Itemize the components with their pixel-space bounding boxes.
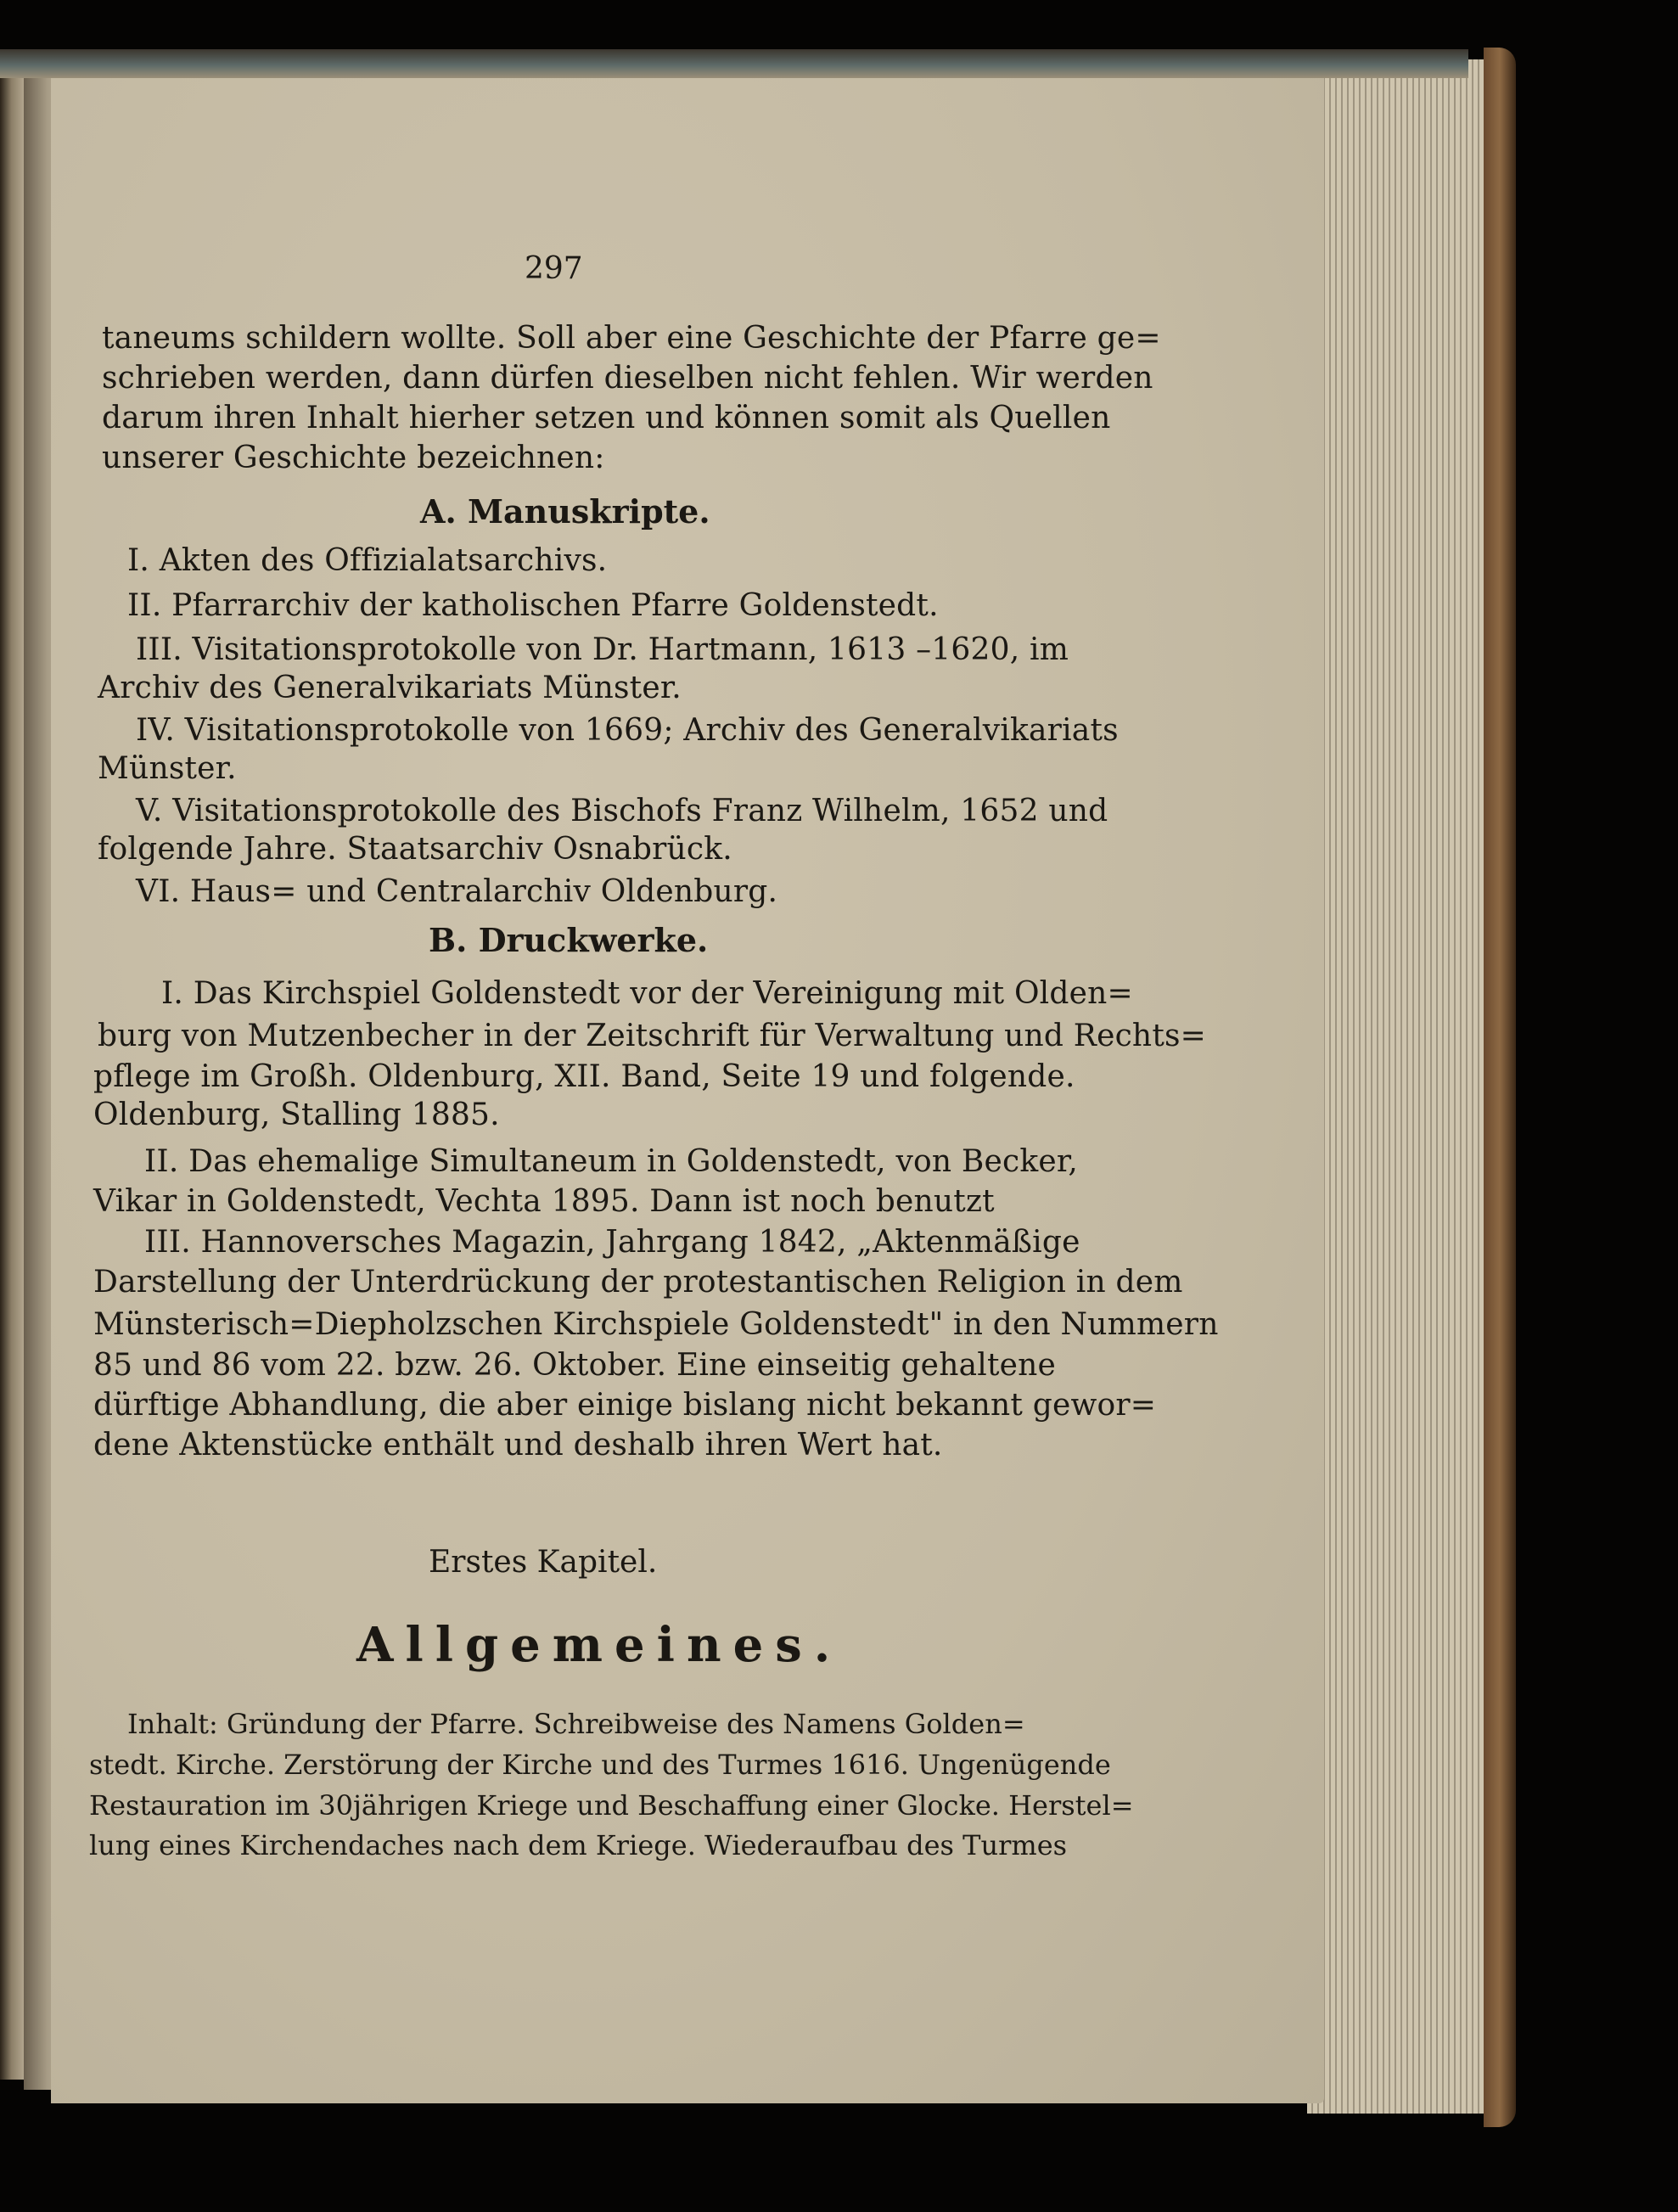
list-item: II. Das ehemalige Simultaneum in Goldenstedt, von Becker, xyxy=(144,1144,1079,1179)
list-item: dene Aktenstücke enthält und deshalb ihren Wert hat. xyxy=(93,1428,943,1463)
binding-strip xyxy=(0,49,1468,78)
chapter-label: Erstes Kapitel. xyxy=(429,1545,658,1580)
list-item: folgende Jahre. Staatsarchiv Osnabrück. xyxy=(98,832,732,867)
list-item: II. Pfarrarchiv der katholischen Pfarre Goldenstedt. xyxy=(127,588,939,623)
list-item: III. Hannoversches Magazin, Jahrgang 1842, „Aktenmäßige xyxy=(144,1225,1080,1260)
list-item: dürftige Abhandlung, die aber einige bislang nicht bekannt gewor= xyxy=(93,1388,1157,1423)
summary-line: Restauration im 30jährigen Kriege und Beschaffung einer Glocke. Herstel= xyxy=(89,1789,1134,1822)
section-b-heading: B. Druckwerke. xyxy=(429,921,709,959)
list-item: Münster. xyxy=(98,751,237,786)
list-item: pflege im Großh. Oldenburg, XII. Band, Seite 19 und folgende. xyxy=(93,1059,1075,1094)
previous-page-edge xyxy=(0,59,25,2080)
intro-line: darum ihren Inhalt hierher setzen und können somit als Quellen xyxy=(102,401,1111,435)
chapter-title: Allgemeines. xyxy=(356,1617,843,1673)
list-item: I. Das Kirchspiel Goldenstedt vor der Vereinigung mit Olden= xyxy=(161,976,1133,1011)
intro-line: unserer Geschichte bezeichnen: xyxy=(102,441,605,475)
page-number: 297 xyxy=(525,251,583,286)
summary-line: stedt. Kirche. Zerstörung der Kirche und des Turmes 1616. Ungenügende xyxy=(89,1749,1111,1781)
summary-line: Inhalt: Gründung der Pfarre. Schreibweise des Namens Golden= xyxy=(127,1708,1025,1740)
list-item: V. Visitationsprotokolle des Bischofs Franz Wilhelm, 1652 und xyxy=(136,794,1108,828)
list-item: Oldenburg, Stalling 1885. xyxy=(93,1098,500,1132)
list-item: Darstellung der Unterdrückung der protestantischen Religion in dem xyxy=(93,1265,1183,1300)
list-item: 85 und 86 vom 22. bzw. 26. Oktober. Eine einseitig gehaltene xyxy=(93,1348,1057,1383)
intro-line: taneums schildern wollte. Soll aber eine Geschichte der Pfarre ge= xyxy=(102,321,1161,356)
section-a-heading: A. Manuskripte. xyxy=(420,492,710,531)
intro-line: schrieben werden, dann dürfen dieselben nicht fehlen. Wir werden xyxy=(102,361,1153,396)
list-item: Münsterisch=Diepholzschen Kirchspiele Goldenstedt" in den Nummern xyxy=(93,1307,1219,1342)
list-item: Archiv des Generalvikariats Münster. xyxy=(98,671,682,705)
list-item: I. Akten des Offizialatsarchivs. xyxy=(127,543,608,578)
list-item: VI. Haus= und Centralarchiv Oldenburg. xyxy=(136,874,778,909)
book-cover-edge xyxy=(1484,48,1516,2127)
list-item: Vikar in Goldenstedt, Vechta 1895. Dann ist noch benutzt xyxy=(93,1184,995,1219)
list-item: III. Visitationsprotokolle von Dr. Hartmann, 1613 –1620, im xyxy=(136,632,1069,667)
list-item: IV. Visitationsprotokolle von 1669; Archiv des Generalvikariats xyxy=(136,713,1119,748)
summary-line: lung eines Kirchendaches nach dem Kriege. Wiederaufbau des Turmes xyxy=(89,1829,1068,1861)
list-item: burg von Mutzenbecher in der Zeitschrift für Verwaltung und Rechts= xyxy=(98,1019,1207,1053)
page-edge-stack xyxy=(1307,59,1502,2114)
